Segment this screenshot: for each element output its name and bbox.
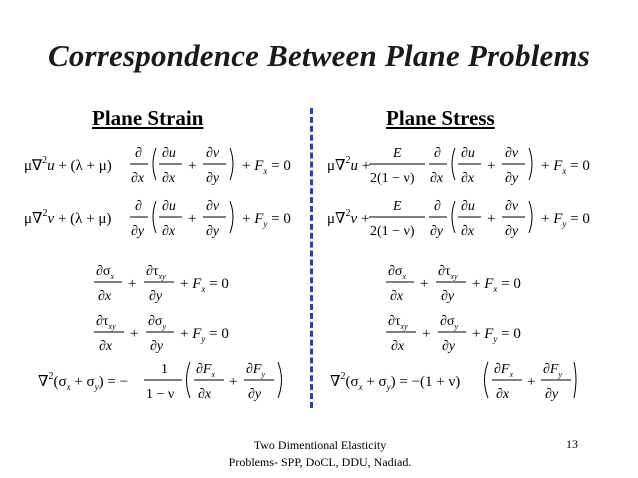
strain-equation-5: [36, 356, 296, 406]
stress-equation-4: [384, 308, 554, 356]
svg-text:∂Fx: $\partial F_x$: [494, 362, 514, 379]
svg-text:∂x: ∂x: [99, 339, 113, 354]
svg-text:μ∇2u +: μ∇$^2$u +: [327, 155, 371, 174]
svg-text:+ Fx = 0: + $F_x = 0$: [242, 158, 291, 176]
svg-text:∂x: ∂x: [496, 387, 510, 402]
svg-text:∇2(σx + σy) = −(1 + ν): $\nabla^2(\sigma_x + \sigma_y) = -(1 + \nu)$: [330, 371, 461, 392]
svg-text:+ Fy = 0: + $F_y = 0$: [472, 326, 521, 344]
strain-equation-1: [22, 140, 307, 188]
svg-text:μ∇2v +: μ∇$^2$v +: [327, 208, 370, 227]
svg-text:∂Fx: $\partial F_x$: [196, 362, 216, 379]
footer-line-1: Two Dimentional Elasticity: [253, 438, 387, 452]
svg-text:E: E: [393, 146, 402, 161]
svg-text:+: +: [188, 158, 197, 174]
footer-line-2: Problems- SPP, DoCL, DDU, Nadiad.: [228, 455, 412, 469]
svg-text:+ Fx = 0: + $F_x = 0$: [472, 276, 521, 294]
svg-text:∂y: ∂y: [442, 339, 456, 354]
svg-text:∂Fy: $\partial F_y$: [246, 362, 266, 379]
column-divider: [310, 108, 313, 408]
svg-text:∂τxy: $\partial\tau_{xy}$: [438, 264, 458, 281]
svg-text:∂y: ∂y: [505, 171, 519, 186]
strain-equation-3: [92, 258, 262, 306]
stress-equation-1: [325, 140, 625, 188]
svg-text:+: +: [422, 326, 431, 342]
svg-text:∂τxy: $\partial\tau_{xy}$: [388, 314, 408, 331]
svg-text:∂v: ∂v: [505, 199, 519, 214]
svg-text:∂y: ∂y: [131, 224, 145, 239]
svg-text:∂y: ∂y: [206, 171, 220, 186]
svg-text:+: +: [229, 374, 238, 390]
svg-text:∂τxy: $\partial\tau_{xy}$: [146, 264, 166, 281]
svg-text:∂σy: $\partial\sigma_y$: [148, 314, 167, 331]
stress-equation-3: [384, 258, 554, 306]
svg-text:μ∇2u + (λ + μ): μ∇$^2$u + (λ + μ): [24, 155, 112, 174]
svg-text:∂Fy: $\partial F_y$: [543, 362, 563, 379]
svg-text:∂u: ∂u: [162, 146, 176, 161]
svg-text:∂u: ∂u: [461, 199, 475, 214]
svg-text:∇2(σx + σy) = −: $\nabla^2(\sigma_x + \sigma_y)$ = −: [38, 371, 129, 392]
svg-text:∂τxy: $\partial\tau_{xy}$: [96, 314, 116, 331]
svg-text:∂x: ∂x: [461, 224, 475, 239]
svg-text:∂x: ∂x: [390, 289, 404, 304]
svg-text:+ Fx = 0: + $F_x = 0$: [180, 276, 229, 294]
stress-equation-2: [325, 193, 625, 241]
svg-text:∂y: ∂y: [206, 224, 220, 239]
page-number: 13: [566, 437, 578, 451]
strain-equation-2: [22, 193, 307, 241]
svg-text:+: +: [487, 158, 496, 174]
svg-text:1 − ν: 1 − ν: [146, 387, 175, 402]
svg-text:+ Fy = 0: + $F_y = 0$: [541, 211, 590, 229]
strain-equation-4: [92, 308, 262, 356]
svg-text:∂x: ∂x: [461, 171, 475, 186]
svg-text:∂σx: $\partial\sigma_x$: [96, 264, 115, 281]
svg-text:1: 1: [161, 362, 168, 377]
svg-text:∂x: ∂x: [162, 224, 176, 239]
svg-text:+: +: [128, 276, 137, 292]
svg-text:+: +: [420, 276, 429, 292]
svg-text:+: +: [527, 374, 536, 390]
svg-text:+ Fx = 0: + $F_x = 0$: [541, 158, 590, 176]
svg-text:∂x: ∂x: [430, 171, 444, 186]
svg-text:∂: ∂: [434, 199, 441, 214]
svg-text:2(1 − ν): 2(1 − ν): [370, 224, 415, 239]
svg-text:∂y: ∂y: [505, 224, 519, 239]
svg-text:∂y: ∂y: [248, 387, 262, 402]
svg-text:∂y: ∂y: [441, 289, 455, 304]
svg-text:μ∇2v + (λ + μ): μ∇$^2$v + (λ + μ): [24, 208, 112, 227]
svg-text:∂u: ∂u: [461, 146, 475, 161]
heading-plane-strain: Plane Strain: [92, 106, 204, 130]
svg-text:∂: ∂: [135, 199, 142, 214]
svg-text:E: E: [393, 199, 402, 214]
svg-text:∂v: ∂v: [206, 199, 220, 214]
slide-footer: [175, 437, 465, 471]
svg-text:+ Fy = 0: + $F_y = 0$: [242, 211, 291, 229]
svg-text:∂v: ∂v: [206, 146, 220, 161]
svg-text:∂y: ∂y: [430, 224, 444, 239]
svg-text:∂: ∂: [135, 146, 142, 161]
slide-title: Correspondence Between Plane Problems: [47, 38, 591, 73]
svg-text:+: +: [130, 326, 139, 342]
svg-text:∂σx: $\partial\sigma_x$: [388, 264, 407, 281]
heading-plane-stress: Plane Stress: [386, 106, 495, 130]
svg-text:∂y: ∂y: [150, 339, 164, 354]
svg-text:∂x: ∂x: [198, 387, 212, 402]
svg-text:∂u: ∂u: [162, 199, 176, 214]
svg-text:+ Fy = 0: + $F_y = 0$: [180, 326, 229, 344]
svg-text:2(1 − ν): 2(1 − ν): [370, 171, 415, 186]
svg-text:+: +: [487, 211, 496, 227]
stress-equation-5: [328, 356, 578, 406]
svg-text:∂y: ∂y: [545, 387, 559, 402]
svg-text:∂x: ∂x: [98, 289, 112, 304]
svg-text:+: +: [188, 211, 197, 227]
svg-text:∂: ∂: [434, 146, 441, 161]
svg-text:∂x: ∂x: [131, 171, 145, 186]
svg-text:∂y: ∂y: [149, 289, 163, 304]
svg-text:∂σy: $\partial\sigma_y$: [440, 314, 459, 331]
svg-text:∂v: ∂v: [505, 146, 519, 161]
svg-text:∂x: ∂x: [391, 339, 405, 354]
svg-text:∂x: ∂x: [162, 171, 176, 186]
